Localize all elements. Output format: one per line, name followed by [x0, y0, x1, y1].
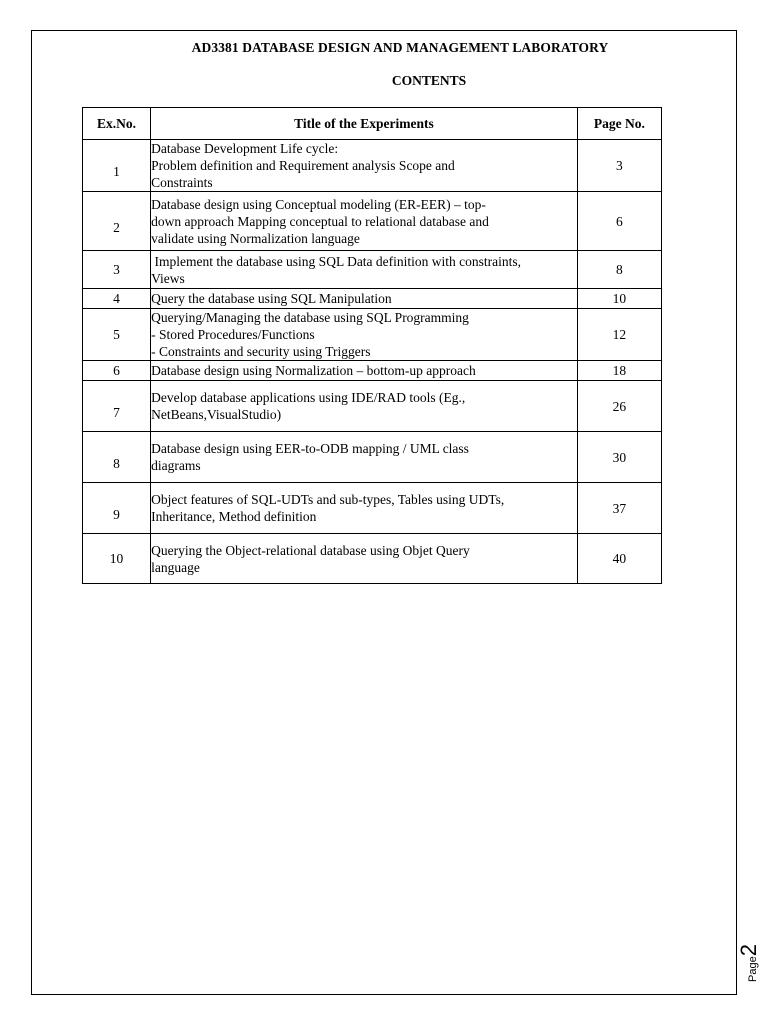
row-title-line: down approach Mapping conceptual to relational database and: [151, 213, 489, 229]
row-title-line: Object features of SQL-UDTs and sub-types, Tables using UDTs,: [151, 492, 505, 507]
row-ex-no: 10: [83, 534, 151, 584]
table-row: [83, 289, 662, 309]
row-title: [151, 289, 578, 309]
contents-table: [82, 107, 662, 584]
page-label: Page: [747, 956, 759, 982]
row-title-line: Database Development Life cycle:: [151, 141, 339, 156]
row-title-line: Querying the Object-relational database using Objet Query: [151, 542, 470, 558]
row-title-line: Querying/Managing the database using SQL Programming: [151, 310, 469, 325]
row-title-line: Develop database applications using IDE/RAD tools (Eg.,: [151, 390, 466, 405]
table-row: [83, 251, 662, 289]
row-ex-no: 3: [83, 251, 151, 289]
row-ex-no: 1: [83, 140, 151, 192]
row-title-line: NetBeans,VisualStudio): [151, 407, 282, 422]
row-title: [151, 361, 578, 381]
header-title: Title of the Experiments: [151, 108, 578, 140]
row-title-line: - Constraints and security using Triggers: [151, 344, 371, 359]
header-page-no: Page No.: [577, 108, 661, 140]
row-title: [151, 483, 578, 534]
header-ex-no: Ex.No.: [83, 108, 151, 140]
row-title-line: Database design using EER-to-ODB mapping / UML class: [151, 441, 469, 456]
table-row: [83, 381, 662, 432]
row-title-line: Inheritance, Method definition: [151, 509, 317, 524]
page-footer: [736, 932, 766, 982]
row-page-no: 3: [577, 140, 661, 192]
table-header-row: [83, 108, 662, 140]
row-page-no: 40: [577, 534, 661, 584]
row-title-line: language: [151, 559, 200, 575]
row-ex-no: 4: [83, 289, 151, 309]
table-row: [83, 309, 662, 361]
row-page-no: 8: [577, 251, 661, 289]
row-ex-no: 8: [83, 432, 151, 483]
row-title-line: Views: [151, 270, 185, 286]
table-row: [83, 361, 662, 381]
table-row: [83, 534, 662, 584]
contents-heading: CONTENTS: [391, 73, 467, 88]
row-title: [151, 140, 578, 192]
row-title-line: Implement the database using SQL Data definition with constraints,: [151, 253, 522, 269]
row-title: [151, 192, 578, 251]
row-page-no: 37: [577, 483, 661, 534]
row-ex-no: 5: [83, 309, 151, 361]
table-row: [83, 483, 662, 534]
row-title-line: Database design using Normalization – bottom-up approach: [151, 363, 476, 378]
table-row: [83, 432, 662, 483]
document-title: AD3381 DATABASE DESIGN AND MANAGEMENT LABORATORY: [191, 40, 609, 55]
row-ex-no: 9: [83, 483, 151, 534]
row-title: [151, 251, 578, 289]
row-ex-no: 2: [83, 192, 151, 251]
row-title-line: Database design using Conceptual modeling (ER-EER) – top-: [151, 196, 486, 212]
table-row: [83, 192, 662, 251]
row-ex-no: 7: [83, 381, 151, 432]
row-title-line: Constraints: [151, 175, 213, 190]
page-footer-rotated: [736, 944, 762, 982]
table-row: [83, 140, 662, 192]
row-title-line: - Stored Procedures/Functions: [151, 327, 315, 342]
row-title-line: validate using Normalization language: [151, 230, 360, 246]
row-page-no: 12: [577, 309, 661, 361]
row-page-no: 10: [577, 289, 661, 309]
row-page-no: 26: [577, 381, 661, 432]
row-title-line: Problem definition and Requirement analysis Scope and: [151, 158, 455, 173]
row-title-line: diagrams: [151, 458, 201, 473]
row-ex-no: 6: [83, 361, 151, 381]
row-title: [151, 432, 578, 483]
row-title: [151, 534, 578, 584]
row-page-no: 30: [577, 432, 661, 483]
row-page-no: 18: [577, 361, 661, 381]
page-number: 2: [736, 944, 761, 957]
row-title: [151, 309, 578, 361]
row-page-no: 6: [577, 192, 661, 251]
row-title-line: Query the database using SQL Manipulation: [151, 291, 392, 306]
row-title: [151, 381, 578, 432]
